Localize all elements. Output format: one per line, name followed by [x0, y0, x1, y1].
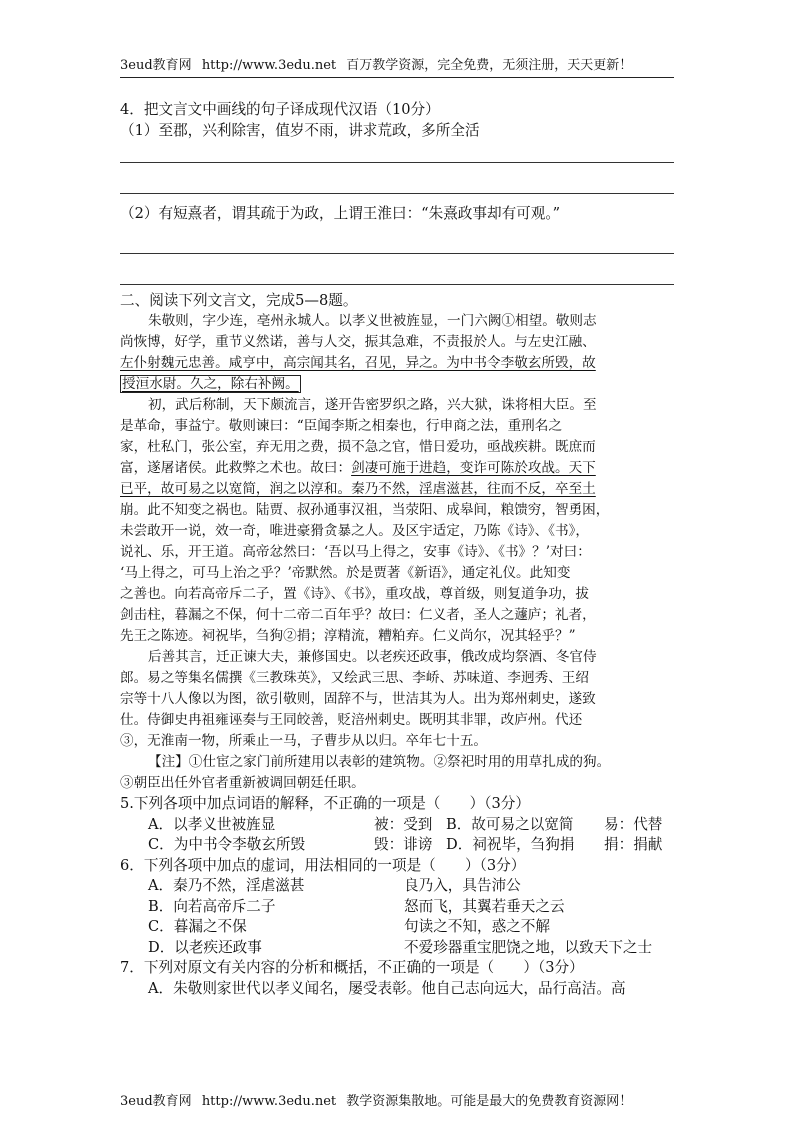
q6-option-c: C．暮漏之不保: [148, 918, 247, 935]
q7-title: 7．下列对原文有关内容的分析和概括，不正确的一项是（ ）（3分）: [120, 959, 584, 976]
q6-row-d: [120, 938, 674, 959]
passage-line: 仕。侍御史冉祖雍诬奏与王同皎善，贬涪州刺史。既明其非罪，改庐州。代还: [120, 712, 583, 728]
passage-line: ③，无淮南一物，所乘止一马，子曹步从以归。卒年七十五。: [120, 733, 488, 749]
q5-option-c: C．为中书令李敬玄所毁: [148, 836, 306, 853]
q7-option-a: A．朱敬则家世代以孝义闻名，屡受表彰。他自己志向远大，品行高洁。高: [148, 979, 626, 997]
q5-gloss-a: 被：受到: [374, 815, 433, 833]
passage-line: 家，杜私门，张公室，弃无用之费，损不急之官，惜日爱功，亟战疾耕。既庶而: [120, 439, 596, 455]
passage-paragraph-3: [120, 647, 674, 752]
page-header: [120, 54, 674, 78]
q6-row-c: [120, 917, 674, 938]
passage-line: 是革命，事益宁。敬则谏曰：“臣闻李斯之相秦也，行申商之法，重刑名之: [120, 418, 562, 434]
passage-line: 先王之陈迹。祠祝毕，刍狗②捐；淳精流，糟粕弃。仁义尚尔，况其轻乎？”: [120, 628, 576, 644]
q4-sentence-1: （1）至郡，兴利除害，值岁不雨，讲求荒政，多所全活: [120, 121, 480, 139]
footer-url[interactable]: http://www.3edu.net: [201, 1094, 337, 1109]
q5-title: 5.下列各项中加点词语的解释，不正确的一项是（ ）（3分）: [120, 795, 530, 812]
q5-option-d: D．祠祝毕，刍狗捐: [446, 836, 575, 853]
footer-slogan: 教学资源集散地。可能是最大的免费教育资源网！: [346, 1094, 633, 1109]
passage-line: 剑击柱，暮漏之不保，何十二帝二百年乎？故曰：仁义者，圣人之蘧庐；礼者，: [120, 607, 596, 623]
q6-row-b: [120, 897, 674, 918]
header-url[interactable]: http://www.3edu.net: [201, 58, 337, 73]
passage-line: 郎。易之等集名儒撰《三教珠英》，又绘武三思、李峤、苏味道、李迥秀、王绍: [120, 670, 589, 686]
passage-line: 之善也。向若高帝斥二子，置《诗》、《书》，重攻战，尊首级，则复道争功，拔: [120, 586, 589, 602]
q5-option-a: A．以孝义世被旌显: [148, 815, 276, 833]
footer-site: 3eud教育网: [120, 1094, 192, 1109]
document-body: [120, 100, 674, 999]
passage-line: 后善其言，迁正谏大夫，兼修国史。以老疾还政事，俄改成均祭酒、冬官侍: [148, 649, 597, 665]
page-footer: [120, 1090, 638, 1109]
q4-title: 4．把文言文中画线的句子译成现代汉语（10分）: [120, 101, 440, 118]
passage-line: [120, 374, 674, 395]
q5-gloss-b: 易：代替: [604, 815, 663, 833]
q6-option-d: D．以老疾还政事: [148, 938, 262, 956]
passage-paragraph-1: [120, 311, 674, 395]
passage-line: [120, 353, 674, 374]
q5-gloss-c: 毁：诽谤: [374, 836, 433, 853]
q6-compare-c: 句读之不知，惑之不解: [404, 918, 550, 935]
note-line: 【注】①仕宦之家门前所建用以表彰的建筑物。②祭祀时用的用草扎成的狗。: [148, 754, 611, 770]
underlined-sentence: 已平，故可易之以宽简，润之以淳和。秦乃不然，淫虐滋甚，往而不反，卒至土: [120, 481, 596, 497]
passage-line: ‘马上得之，可马上治之乎？’帝默然。於是贾著《新语》，通定礼仪。此知变: [120, 565, 571, 581]
passage-line: 说礼、乐，开王道。高帝忿然曰：‘吾以马上得之，安事《诗》、《书》？’对曰：: [120, 544, 591, 560]
passage-line: 宗等十八人像以为图，欲引敬则，固辞不与，世洁其为人。出为郑州刺史，遂致: [120, 691, 596, 707]
q6-option-a: A．秦乃不然，淫虐滋甚: [148, 877, 305, 894]
header-site: 3eud教育网: [120, 58, 192, 73]
note-line: ③朝臣出任外官者重新被调回朝廷任职。: [120, 775, 365, 791]
header-slogan: 百万教学资源，完全免费，无须注册，天天更新！: [346, 58, 633, 73]
annotation-note: [120, 752, 674, 794]
q6-option-b: B．向若高帝斥二子: [148, 897, 276, 915]
q5-row-ab: [120, 815, 674, 836]
underlined-sentence: 剑凄可施于进趋，变诈可陈於攻战: [351, 460, 555, 476]
q6-compare-a: 良乃入，具告沛公: [404, 877, 521, 894]
q6-title: 6．下列各项中加点的虚词，用法相同的一项是（ ）（3分）: [120, 856, 526, 874]
q4-sentence-2: （2）有短熹者，谓其疏于为政，上谓王淮曰：“朱熹政事却有可观。”: [120, 205, 561, 222]
q6-row-a: [120, 876, 674, 897]
q5-option-b: B．故可易之以宽简: [446, 815, 574, 833]
passage-line: 尚恢博，好学，重节义然诺，善与人交，振其急难，不责报於人。与左史江融、: [120, 334, 596, 350]
passage-line: 崩。此不知变之祸也。陆贾、叔孙通事汉祖，当荥阳、成皋间，粮馈穷，智勇困，: [120, 502, 610, 518]
q5-row-cd: [120, 835, 674, 856]
passage-line: 朱敬则，字少连，亳州永城人。以孝义世被旌显，一门六阙①相望。敬则志: [148, 313, 597, 329]
passage-paragraph-2: [120, 395, 674, 647]
q6-compare-d: 不爱珍器重宝肥饶之地，以致天下之士: [404, 938, 653, 956]
underlined-sentence: 授洹水尉。久之，除右补阙。: [122, 376, 299, 392]
underlined-sentence: 左仆射魏元忠善。咸亨中，高宗闻其名，召见，异之。为中书令李敬玄所毁，故: [120, 355, 596, 371]
passage-line: 初，武后称制，天下颇流言，遂开告密罗织之路，兴大狱，诛将相大臣。至: [148, 397, 597, 413]
passage-line: 未尝敢开一说，效一奇，唯进豪猾贪暴之人。及区宇适定，乃陈《诗》、《书》，: [120, 523, 589, 539]
q6-compare-b: 怒而飞，其翼若垂天之云: [404, 897, 565, 915]
passage-text: 富，遂屠诸侯。此救弊之术也。故曰：: [120, 460, 352, 476]
underlined-sentence: 。天下: [555, 460, 596, 476]
q5-gloss-d: 捐：捐献: [604, 836, 663, 853]
passage-line: [120, 458, 674, 479]
section2-title: 二、阅读下列文言文，完成5—8题。: [120, 291, 358, 309]
passage-line: [120, 479, 674, 500]
